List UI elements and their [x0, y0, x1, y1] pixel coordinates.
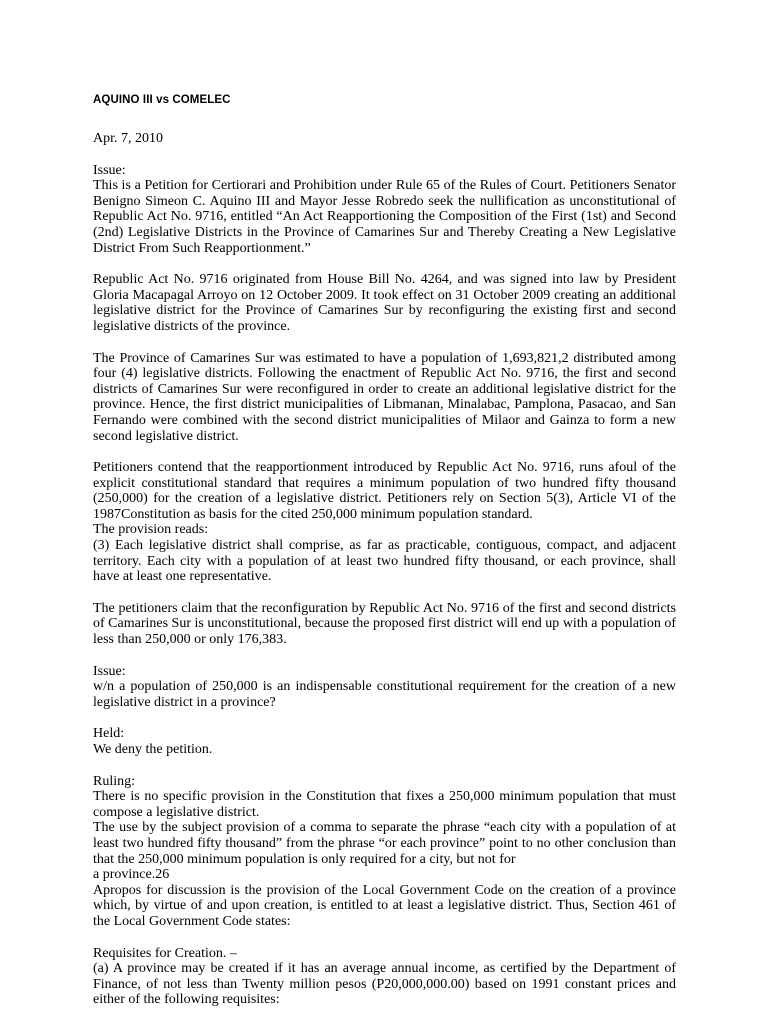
document-title: AQUINO III vs COMELEC — [93, 94, 231, 106]
issue-text-2: w/n a population of 250,000 is an indispensable constitutional requirement for the creation of a new legislative district in a province? — [93, 679, 676, 710]
held-text: We deny the petition. — [93, 742, 213, 757]
provision-label: The provision reads: — [93, 522, 209, 538]
ruling-paragraph-3: Apropos for discussion is the provision of the Local Government Code on the creation of a province which, by virtue of and upon creation, is entitled to at least a legislative district. Thus, Section 461 of the Local Government Code states: — [93, 882, 676, 929]
claim-section — [93, 601, 676, 648]
ra-paragraph: Republic Act No. 9716 originated from House Bill No. 4264, and was signed into law by President Gloria Macapagal Arroyo on 12 October 2009. It took effect on 31 October 2009 creating an additional legislative district for the Province of Camarines Sur by reconfiguring the existing first and second legislative districts of the province. — [93, 272, 676, 334]
decision-date: Apr. 7, 2010 — [93, 131, 163, 146]
province-paragraph: The Province of Camarines Sur was estimated to have a population of 1,693,821,2 distributed among four (4) legislative districts. Following the enactment of Republic Act No. 9716, the first and second districts of Camarines Sur were reconfigured in order to create an additional legislative district for the province. Hence, the first district municipalities of Libmanan, Minalabac, Pamplona, Pasacao, and San Fernando were combined with the second district municipalities of Milaor and Gainza to form a new second legislative district. — [93, 350, 676, 444]
held-section — [93, 726, 676, 757]
issue-text-1: This is a Petition for Certiorari and Prohibition under Rule 65 of the Rules of Court. Petitioners Senator Benigno Simeon C. Aquino III and Mayor Jesse Robredo seek the nullification as unconstitutional of Republic Act No. 9716, entitled “An Act Reapportioning the Composition of the First (1st) and Second (2nd) Legislative Districts in the Province of Camarines Sur and Thereby Creating a New Legislative District From Such Reapportionment.” — [93, 178, 676, 256]
province-paragraph-section — [93, 351, 676, 445]
ra-paragraph-section — [93, 272, 676, 334]
ruling-paragraph-2-tail: a province.26 — [93, 867, 170, 883]
issue-section-2 — [93, 664, 676, 711]
petitioners-section — [93, 460, 676, 585]
ruling-paragraph-1: There is no specific provision in the Constitution that fixes a 250,000 minimum population that must compose a legislative district. — [93, 789, 676, 820]
claim-paragraph: The petitioners claim that the reconfiguration by Republic Act No. 9716 of the first and second districts of Camarines Sur is unconstitutional, because the proposed first district will end up with a population of less than 250,000 or only 176,383. — [93, 600, 676, 648]
requisites-text: (a) A province may be created if it has an average annual income, as certified by the Department of Finance, of not less than Twenty million pesos (P20,000,000.00) based on 1991 constant prices and either of the following requisites: — [93, 961, 676, 1008]
issue-label-2: Issue: — [93, 663, 126, 679]
issue-section-1 — [93, 163, 676, 257]
requisites-section — [93, 946, 676, 1008]
provision-text: (3) Each legislative district shall comprise, as far as practicable, contiguous, compact, and adjacent territory. Each city with a population of at least two hundred fifty thousand, or each province, shall have at least one representative. — [93, 538, 676, 585]
petitioners-paragraph: Petitioners contend that the reapportionment introduced by Republic Act No. 9716, runs afoul of the explicit constitutional standard that requires a minimum population of two hundred fifty thousand (250,000) for the creation of a legislative district. Petitioners rely on Section 5(3), Article VI of the 1987Constitution as basis for the cited 250,000 minimum population standard. — [93, 460, 676, 522]
issue-label-1: Issue: — [93, 162, 126, 178]
ruling-paragraph-2: The use by the subject provision of a comma to separate the phrase “each city with a population of at least two hundred fifty thousand” from the phrase “or each province” point to no other conclusion than that the 250,000 minimum population is only required for a city, but not for — [93, 820, 676, 867]
requisites-label: Requisites for Creation. – — [93, 945, 237, 961]
ruling-section — [93, 774, 676, 930]
ruling-label: Ruling: — [93, 773, 136, 789]
held-label: Held: — [93, 726, 125, 742]
